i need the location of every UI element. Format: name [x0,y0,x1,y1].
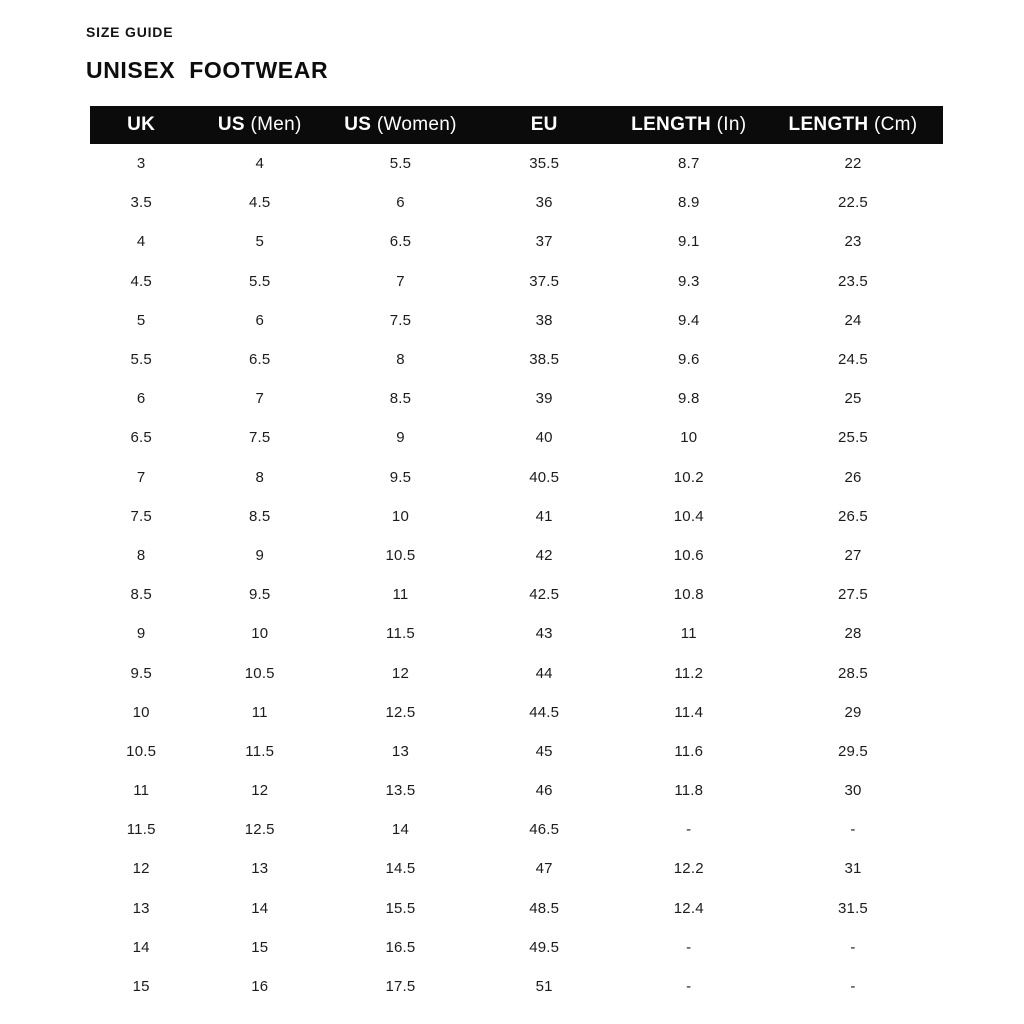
column-header-suffix: (Women) [371,114,457,135]
cell-us-men: 6 [255,311,265,329]
cell-us-men: 10.5 [244,664,275,682]
cell-eu: 38.5 [529,351,560,369]
table-row [90,889,943,928]
table-row [90,614,943,653]
column-header-suffix: (Men) [244,114,302,135]
cell-uk: 5.5 [130,351,152,369]
cell-length-in: 9.3 [678,272,700,290]
column-header-main: US [344,114,372,135]
cell-eu: 42.5 [529,586,560,604]
table-row [90,418,943,457]
cell-us-women: 13.5 [385,782,416,800]
cell-uk: 6 [136,390,146,408]
cell-eu: 46.5 [529,821,560,839]
column-header-uk [90,106,192,144]
cell-length-cm: 31 [844,860,862,878]
cell-uk: 15 [132,978,150,996]
size-guide-label: SIZE GUIDE [86,24,174,40]
column-header-us-women [327,106,474,144]
cell-us-men: 11.5 [245,742,275,760]
cell-us-women: 14 [391,821,410,839]
table-row [90,536,943,575]
table-row [90,928,943,967]
cell-us-men: 9 [255,546,265,564]
cell-length-cm: 24.5 [837,351,868,369]
cell-uk: 9.5 [130,664,152,682]
cell-us-men: 5.5 [249,272,271,290]
cell-length-in: - [686,938,692,956]
table-row [90,497,943,536]
cell-us-men: 12 [251,782,269,800]
cell-uk: 3 [136,155,146,173]
column-header-main: LENGTH [631,114,712,135]
table-row [90,732,943,771]
table-row [90,222,943,261]
cell-length-cm: 29.5 [837,742,868,760]
cell-eu: 40.5 [529,468,560,486]
cell-eu: 51 [535,978,553,996]
column-header-main: EU [530,114,558,135]
cell-length-in: 11 [680,625,697,643]
cell-length-in: 12.2 [673,860,704,878]
cell-uk: 4 [136,233,146,251]
cell-length-in: 12.4 [673,899,704,917]
cell-us-women: 11 [392,586,409,604]
cell-uk: 10 [132,703,150,721]
cell-eu: 37.5 [529,272,560,290]
cell-length-in: 9.1 [678,233,700,251]
cell-length-cm: 23.5 [837,272,868,290]
cell-us-men: 11 [251,703,268,721]
cell-length-in: - [686,821,692,839]
cell-length-cm: 28.5 [837,664,868,682]
cell-length-cm: 28 [844,625,862,643]
table-row [90,575,943,614]
size-conversion-table [90,106,943,1006]
cell-uk: 14 [132,938,150,956]
table-row [90,771,943,810]
cell-length-cm: 30 [844,782,862,800]
cell-us-men: 7.5 [249,429,271,447]
cell-eu: 35.5 [529,155,560,173]
cell-us-women: 15.5 [385,899,416,917]
cell-length-cm: - [850,978,856,996]
cell-length-in: 11.4 [674,703,704,721]
cell-uk: 11 [133,782,150,800]
cell-us-women: 7.5 [389,311,412,329]
cell-eu: 36 [535,194,553,212]
cell-length-cm: 23 [844,233,862,251]
cell-length-cm: 25 [844,390,862,408]
cell-us-women: 11.5 [386,625,415,643]
page-title: UNISEX FOOTWEAR [86,57,329,83]
cell-us-men: 4 [255,155,265,173]
cell-us-men: 13 [251,860,269,878]
cell-us-men: 8.5 [249,507,271,525]
cell-length-in: 8.9 [678,194,700,212]
table-row [90,810,943,849]
cell-uk: 10.5 [126,742,157,760]
cell-eu: 47 [535,860,553,878]
cell-length-in: 10.6 [673,546,704,564]
cell-us-women: 17.5 [385,978,416,996]
cell-us-men: 7 [255,390,265,408]
cell-length-cm: 27 [844,546,862,564]
cell-uk: 5 [136,311,146,329]
cell-uk: 4.5 [130,272,152,290]
cell-us-men: 14 [251,899,269,917]
cell-length-in: 10.4 [673,507,704,525]
cell-length-cm: - [850,821,856,839]
column-header-suffix: (In) [711,114,747,135]
cell-us-women: 14.5 [385,860,416,878]
cell-eu: 48.5 [529,899,560,917]
cell-us-men: 4.5 [249,194,271,212]
cell-us-women: 16.5 [385,938,416,956]
cell-us-women: 12 [391,664,410,682]
cell-uk: 8.5 [130,586,152,604]
cell-length-in: 11.8 [674,782,704,800]
column-header-length-cm [763,106,943,144]
column-header-eu [474,106,615,144]
cell-length-cm: 25.5 [837,429,868,447]
cell-us-women: 8 [396,351,405,369]
cell-uk: 7 [136,468,146,486]
cell-us-women: 6.5 [389,233,412,251]
table-header-row [90,106,943,144]
cell-uk: 12 [132,860,150,878]
table-row [90,693,943,732]
cell-us-women: 8.5 [389,390,412,408]
cell-length-cm: - [850,938,856,956]
cell-us-women: 9 [396,429,405,447]
cell-us-women: 13 [391,742,410,760]
table-row [90,144,943,183]
column-header-length-in [615,106,763,144]
cell-eu: 44.5 [529,703,560,721]
cell-length-in: 10.8 [673,586,704,604]
column-header-main: LENGTH [788,114,869,135]
table-row [90,967,943,1006]
cell-us-women: 5.5 [389,155,412,173]
cell-us-women: 9.5 [389,468,412,486]
cell-length-cm: 27.5 [837,586,868,604]
cell-uk: 3.5 [130,194,152,212]
cell-us-men: 15 [251,938,269,956]
cell-eu: 41 [535,507,553,525]
cell-eu: 40 [535,429,553,447]
cell-us-men: 8 [255,468,265,486]
cell-length-in: 8.7 [678,155,700,173]
cell-length-in: 9.4 [678,311,700,329]
cell-eu: 37 [535,233,553,251]
cell-us-men: 5 [255,233,265,251]
cell-uk: 13 [132,899,150,917]
cell-eu: 42 [535,546,553,564]
table-row [90,340,943,379]
cell-length-in: 9.8 [678,390,700,408]
cell-length-in: 9.6 [678,351,700,369]
cell-uk: 7.5 [130,507,152,525]
cell-us-men: 10 [251,625,269,643]
cell-uk: 8 [136,546,146,564]
cell-length-cm: 26 [844,468,862,486]
table-row [90,458,943,497]
cell-us-men: 6.5 [249,351,271,369]
cell-us-women: 6 [396,194,405,212]
cell-us-men: 16 [251,978,269,996]
cell-us-men: 12.5 [244,821,275,839]
cell-eu: 46 [535,782,553,800]
cell-length-in: 10.2 [673,468,704,486]
cell-eu: 49.5 [529,938,560,956]
table-row [90,379,943,418]
cell-eu: 39 [535,390,553,408]
cell-eu: 45 [535,742,553,760]
table-row [90,301,943,340]
cell-length-cm: 24 [844,311,862,329]
column-header-suffix: (Cm) [868,114,918,135]
table-row [90,849,943,888]
cell-length-cm: 31.5 [837,899,868,917]
cell-length-in: 10 [680,429,698,447]
cell-us-women: 7 [396,272,405,290]
cell-us-women: 12.5 [385,703,416,721]
cell-length-in: 11.2 [674,664,704,682]
table-row [90,262,943,301]
column-header-main: US [217,114,245,135]
cell-uk: 6.5 [130,429,152,447]
cell-uk: 9 [136,625,146,643]
table-row [90,653,943,692]
cell-length-in: 11.6 [674,742,704,760]
header-row [90,106,943,144]
cell-length-cm: 22 [844,155,862,173]
cell-eu: 43 [535,625,553,643]
column-header-main: UK [127,114,156,135]
cell-us-men: 9.5 [249,586,271,604]
cell-length-in: - [686,978,692,996]
cell-us-women: 10 [391,507,410,525]
table-body [90,144,943,1006]
cell-eu: 38 [535,311,553,329]
cell-length-cm: 26.5 [837,507,868,525]
cell-length-cm: 22.5 [837,194,868,212]
cell-us-women: 10.5 [385,546,416,564]
table-row [90,183,943,222]
cell-length-cm: 29 [844,703,862,721]
cell-uk: 11.5 [126,821,156,839]
cell-eu: 44 [535,664,553,682]
column-header-us-men [192,106,327,144]
